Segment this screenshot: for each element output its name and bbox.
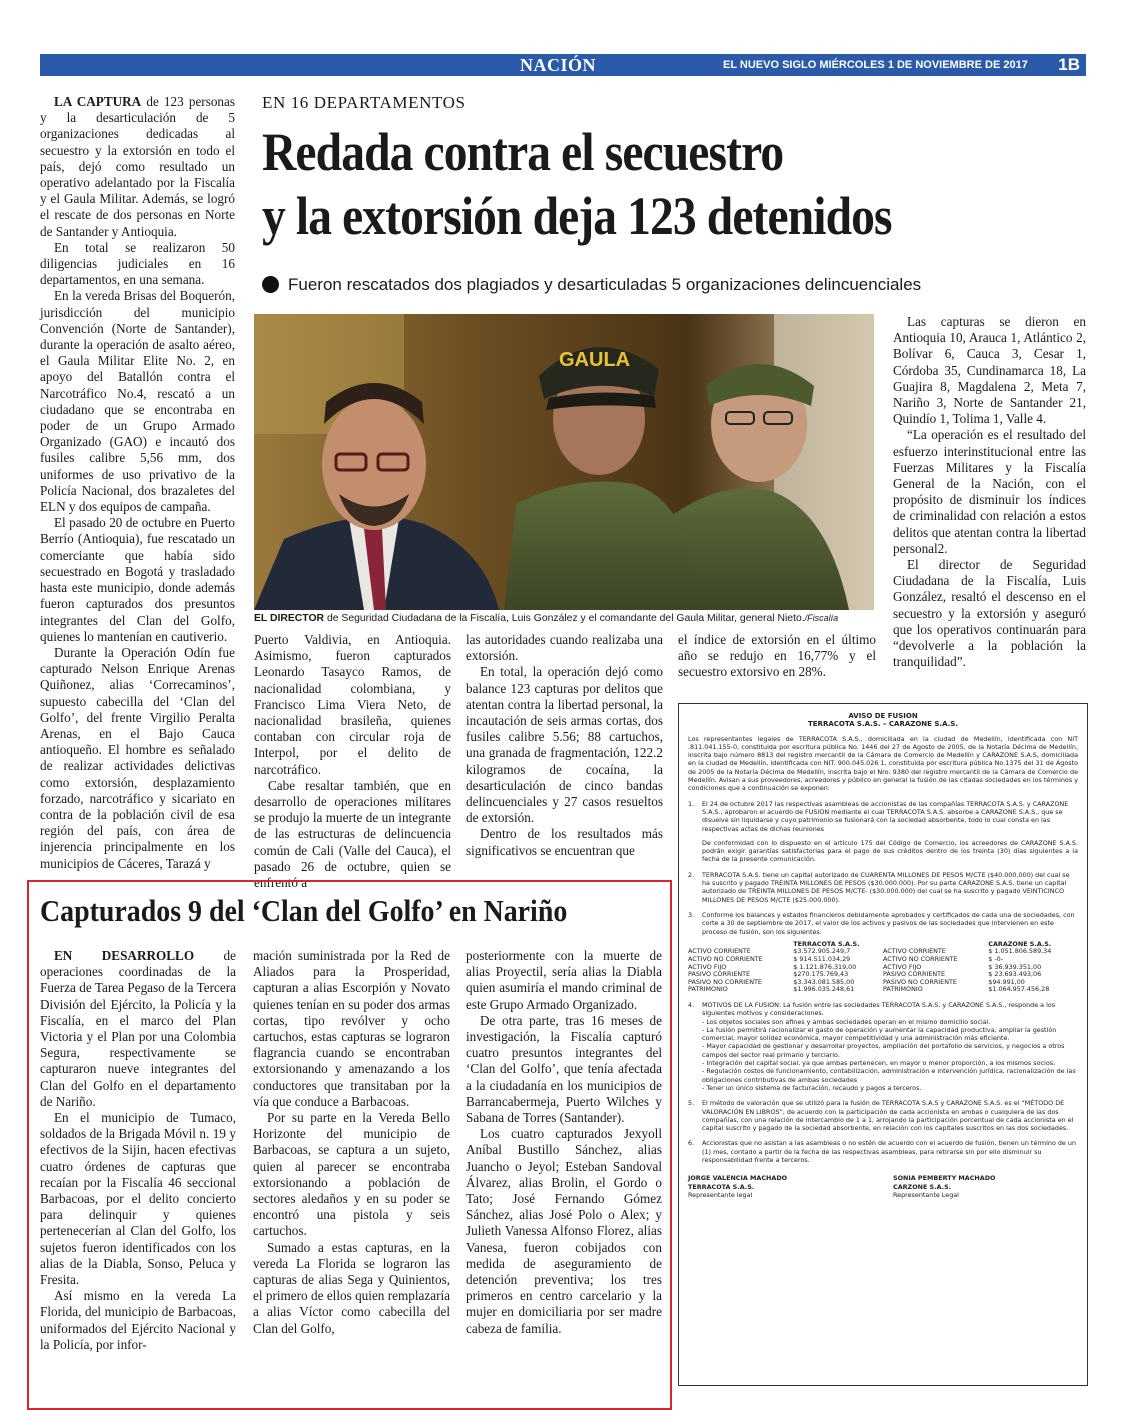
- paragraph-text: de 123 personas y la desarticulación de 5 organizaciones dedicadas al secuestro y la extorsión en todo el país, dejó como resultado un operativo adelantado por la Fiscalía y el Gaula Militar. Además, se logró el rescate de dos personas en Norte de Santander y Antioquia.: [40, 94, 235, 239]
- signature-left: [688, 1174, 787, 1199]
- lead-in: EN DESARROLLO: [54, 948, 195, 963]
- story-headline: [262, 120, 966, 248]
- story-photo: [254, 314, 874, 610]
- paragraph: [466, 1013, 662, 1126]
- signer-left-company: TERRACOTA S.A.S.: [688, 1182, 755, 1191]
- sidebar-headline: Capturados 9 del ‘Clan del Golfo’ en Nariño: [40, 893, 568, 928]
- signer-left-role: Representante legal: [688, 1190, 753, 1199]
- table-cell: PATRIMONIO: [882, 985, 923, 994]
- sidebar-column-1: [40, 948, 236, 1353]
- paragraph-text: el índice de extorsión en el último año se redujo en 16,77% y el secuestro extorsivo en 28%.: [678, 632, 876, 680]
- table-cell: $ 23.693.493,06: [988, 970, 1042, 979]
- notice-item-4-text: MOTIVOS DE LA FUSION: La fusión entre las sociedades TERRACOTA S.A.S. y CARAZONE S.A.S., responde a los siguientes motivos y consideraciones.: [702, 1000, 1056, 1018]
- paragraph-text: En el municipio de Tumaco, soldados de la Brigada Móvil n. 19 y efectivos de la Sijin, hacen efectivas cuatro órdenes de capturas que recaían por la Fiscalía 46 seccional Barbacoas, por el delito concierto para delinquir y quienes pertenecerían al Clan del Golfo, los sujetos fueron identificados con los alias de la Diabla, Sonso, Peluca y Fresita.: [40, 1110, 236, 1288]
- signer-right-role: Representante Legal: [893, 1190, 959, 1199]
- table-cell: ACTIVO NO CORRIENTE: [688, 955, 763, 964]
- notice-item-3: 3. Conforme los balances y estados financieros debidamente aprobados y certificados de cada una de sociedades, con corte a 30 de septiembre de 2017, el valor de los activos y pasivos de las sociedades que intervienen en este proceso de fusión, son los siguientes:: [688, 911, 1078, 936]
- issue-date: EL NUEVO SIGLO MIÉRCOLES 1 DE NOVIEMBRE DE 2017: [723, 59, 1028, 71]
- paragraph-text: Por su parte en la Vereda Bello Horizonte del municipio de Barbacoas, se captura a un sujeto, quien al parecer se encontraba extorsionando a población de sectores aledaños y en su poder se encontró una pistola y seis cartuchos.: [253, 1110, 450, 1239]
- list-item-text: Los objetos sociales son afines y ambas sociedades operan en el mismo domicilio social.: [706, 1017, 991, 1026]
- dash-icon: -: [702, 1067, 707, 1076]
- notice-item-5: 5. El método de valoración que se utilizó para la fusión de TERRACOTA S.A.S y CARAZONE S.A.S. es el “MÉTODO DE VALORACIÓN EN LIBROS”, de acuerdo con la participación de cada accionista en ambas o cualquiera de las dos compañías, con una relación de intercambio de 1 a 1, arrojando la participación porcentual de cada accionista en el capital suscrito y pagado de la sociedad absorbente, en relación con los capitales suscritos en las dos sociedades.: [688, 1099, 1078, 1132]
- story-column-1: [40, 94, 235, 872]
- cap-label: GAULA: [559, 349, 631, 371]
- paragraph-text: mación suministrada por la Red de Aliados para la Prosperidad, capturan a alias Escorpión y Novato quienes tenían en su poder dos armas cortas, tipo revólver y ocho cartuchos, estas capturas se lograron flagrancia cuando se encontraban extorsionando y amenazando a los conductores que transitaban por la vía que conduce a Barbacoas.: [253, 948, 450, 1109]
- paragraph-text: En total, la operación dejó como balance 123 capturas por delitos que atentan contra la libertad personal, la incautación de seis armas cortas, dos fusiles calibre 5.56; 88 cartuchos, una granada de fragmentación, 122.2 kilogramos de cocaína, la desarticulación de cinco bandas delincuenciales y 27 casos resueltos de extorsión.: [466, 664, 663, 826]
- paragraph: [253, 948, 450, 1110]
- photo-illustration: [254, 314, 874, 610]
- lead-in: LA CAPTURA: [54, 94, 142, 109]
- caption-credit: /Fiscalía: [804, 613, 839, 623]
- paragraph: [40, 1110, 236, 1288]
- table-cell: $ 1.051.806.589,34: [988, 947, 1052, 956]
- table-cell: $94.991,00: [988, 977, 1025, 986]
- paragraph: [466, 948, 662, 1013]
- paragraph: [466, 632, 663, 664]
- notice-item-6: 6. Accionistas que no asistan a las asambleas o no estén de acuerdo con el acuerdo de fusión, tienen un término de un (1) mes, contado a partir de la fecha de las respectivas asambleas, para retirarse sin por ello disminuir su responsabilidad frente a terceros.: [688, 1139, 1077, 1165]
- bullet-dot-icon: [262, 276, 279, 293]
- paragraph: [40, 515, 235, 645]
- notice-item-1: 1. El 24 de octubre 2017 las respectivas asambleas de accionistas de las compañías TERRACOTA S.A.S. y CARAZONE S.A.S., aprobaron el acuerdo de FUSION mediante el cual TERRACOTA S.A.S. absorbe a CARAZONE S.A.S., que se disuelve sin liquidarse y cuyo patrimonio se fusionará con la sociedad absorbente, todo lo cual consta en las respectivas actas de dichas reuniones: [688, 800, 1078, 833]
- headline-line-1: Redada contra el secuestro: [262, 122, 784, 182]
- notice-subtitle: TERRACOTA S.A.S. – CARAZONE S.A.S.: [808, 720, 958, 729]
- paragraph-text: Los cuatro capturados Jexyoll Aníbal Bustillo Sánchez, alias Juancho o Jeyol; Esteban Sandoval Álvarez, alias Brolin, el Gordo o Tato; José Fernando Gómez Sánchez, alias José Polo o Alex; y Julieth Vanessa Alfonso Florez, alias Vanesa, fueron cobijados con medida de aseguramiento de detención preventiva; los tres primeros en centro carcelario y la mujer en domiciliaria por ser madre cabeza de familia.: [466, 1126, 662, 1336]
- paragraph: [253, 1110, 450, 1240]
- table-cell: ACTIVO FIJO: [688, 962, 727, 971]
- table-cell: $ 36.939.351,00: [988, 962, 1042, 971]
- paragraph-text: Las capturas se dieron en Antioquia 10, Arauca 1, Atlántico 2, Bolívar 6, Cauca 3, Cesar 1, Córdoba 35, Cundinamarca 18, La Guajira 8, Magdalena 2, Meta 7, Nariño 3, Norte de Santander 21, Quindío 1, Tolima 1, Valle 4.: [893, 314, 1086, 427]
- notice-item-1b: De conformidad con lo dispuesto en el artículo 175 del Código de Comercio, los acreedores de CARAZONE S.A.S. podrán exigir garantías satisfactorias para el pago de sus créditos dentro de los treinta (30) días siguientes a la fecha de la presente comunicación.: [702, 838, 1078, 864]
- signer-right-company: CARZONE S.A.S.: [893, 1182, 952, 1191]
- notice-signatures: [688, 1174, 1078, 1199]
- paragraph: [466, 1126, 662, 1337]
- table-cell: PASIVO CORRIENTE: [688, 970, 751, 979]
- list-item-text: Mayor capacidad de gestionar y desarrollar proyectos, ampliación del portafolio de servicios, y negocios a otros campos del sector real primario y terciario.: [702, 1042, 1065, 1059]
- deck-text: Fueron rescatados dos plagiados y desarticuladas 5 organizaciones delincuenciales: [288, 275, 922, 294]
- sidebar-column-3: [466, 948, 662, 1337]
- paragraph-text: Cabe resaltar también, que en desarrollo de operaciones militares se produjo la muerte de un integrante de las estructuras de delincuencia común de Cali (Valle del Cauca), el pasado 26 de octubre, quien se enfrentó a: [254, 777, 451, 891]
- table-cell: PATRIMONIO: [688, 985, 728, 994]
- section-name: NACIÓN: [520, 55, 597, 75]
- list-item: [702, 1059, 1078, 1067]
- paragraph-text: Durante la Operación Odín fue capturado Nelson Enrique Arenas Quiñonez, alias ‘Correcaminos’, supuesto cabecilla del ‘Clan del Golfo’, del frente Virgilio Peralta Arenas, en el Bajo Cauca antioqueño. El hombre es señalado de realizar actividades delictivas como extorsión, desplazamiento forzado, narcotráfico y sicariato en contra de la población civil de esa región del país, con área de injerencia principalmente en los municipios de Cáceres, Tarazá y: [40, 644, 235, 871]
- paragraph-text: Así mismo en la vereda La Florida, del municipio de Barbacoas, uniformados del Ejército Nacional y la Policía, por infor-: [40, 1288, 236, 1352]
- notice-intro: Los representantes legales de TERRACOTA S.A.S., domiciliada en la ciudad de Medellín, identificada con NIT .811.041.155-0, constituida por escritura pública No. 1446 del 27 de Agosto de 2005, de la Notaría Décima de Medellín, inscrita bajo número 8813 del registro mercantil de la Cámara de Comercio de Medellín y CARAZONE S.A.S, domiciliada en la ciudad de Medellín, identificada con NIT. 900.045.026 1, constituida por escritura pública No.1375 del 31 de Agosto de 2005 de la Notaría Décima de Medellín, inscrita bajo el Nro. 9380 del registro mercantil de la Cámara de Comercio de Medellín. Avisan a sus proveedores, acreedores y público en general la fusión de las citadas sociedades en los términos y condiciones que a continuación se exponen:: [688, 734, 1078, 793]
- paragraph-text: de operaciones coordinadas de la Fuerza de Tarea Pegaso de la Tercera División del Ejército, la Policía y la Fiscalía, en el marco del Plan Victoria y el Plan por una Colombia Segura, respectivamente se capturaron nueve integrantes del Clan del Golfo en el departamento de Nariño.: [40, 948, 237, 1109]
- merger-notice: [678, 703, 1088, 1386]
- table-cell: $270.175.769,43: [793, 970, 849, 979]
- balance-table: [688, 941, 1078, 994]
- list-item-text: Regulación costos de funcionamiento, contabilización, administración e intervención jurídica, racionalización de las obligaciones contributivas de ambas sociedades: [702, 1067, 1076, 1084]
- paragraph-text: El director de Seguridad Ciudadana de la Fiscalía, Luis González, resaltó el descenso en el secuestro y la extorsión y aseguró que los operativos continuarán para “devolverle a la población la tranquilidad”.: [893, 557, 1086, 670]
- notice-item-4: 4. MOTIVOS DE LA FUSION: La fusión entre las sociedades TERRACOTA S.A.S. y CARAZONE S.A.S., responde a los siguientes motivos y consideraciones.: [688, 1001, 1078, 1018]
- caption-text: de Seguridad Ciudadana de la Fiscalía, Luis González y el comandante del Gaula Militar, general Nieto.: [324, 613, 805, 624]
- table-cell: $3.343.081.585,00: [793, 977, 855, 986]
- signature-right: [893, 1174, 1078, 1199]
- dash-icon: -: [702, 1059, 707, 1068]
- table-cell: $1.064.957.456,28: [988, 985, 1050, 994]
- table-cell: $ 914.511.034,29: [793, 955, 851, 964]
- notice-bullets: [702, 1018, 1078, 1093]
- dash-icon: -: [702, 1083, 707, 1092]
- paragraph: [40, 948, 236, 1110]
- notice-item-5-text: El método de valoración que se utilizó para la fusión de TERRACOTA S.A.S y CARAZONE S.A.S. es el “MÉTODO DE VALORACIÓN EN LIBROS”, de acuerdo con la participación de cada accionista en ambas o cualquiera de las dos compañías, con una relación de intercambio de 1 a 1, arrojando la participación porcentual de cada accionista en el capital suscrito y pagado de la sociedad absorbente, en relación con los capitales suscritos en las dos sociedades.: [702, 1099, 1074, 1133]
- notice-item-3-text: Conforme los balances y estados financieros debidamente aprobados y certificados de cada una de sociedades, con corte a 30 de septiembre de 2017, el valor de los activos y pasivos de las sociedades que intervienen en este proceso de fusión, son los siguientes:: [702, 910, 1075, 936]
- paragraph: [253, 1240, 450, 1337]
- paragraph-text: En la vereda Brisas del Boquerón, jurisdicción del municipio Convención (Norte de Santander), durante la operación de asalto aéreo, el Gaula Militar Elite No. 2, en apoyo del Batallón contra el Narcotráfico No.4, rescató a un ciudadano que se encontraba en poder de un Grupo Armado Organizado (GAO) e incautó dos fusiles calibre 5,56 mm, dos uniformes de uso privativo de la Policía Nacional, dos brazaletes del ELN y dos equipos de campaña.: [40, 288, 235, 515]
- notice-item-1-text: El 24 de octubre 2017 las respectivas asambleas de accionistas de las compañías TERRACOTA S.A.S. y CARAZONE S.A.S., aprobaron el acuerdo de FUSION mediante el cual TERRACOTA S.A.S. absorbe a CARAZONE S.A.S., que se disuelve sin liquidarse y cuyo patrimonio se fusionará con la sociedad absorbente, todo lo cual consta en las respectivas actas de dichas reuniones: [702, 799, 1069, 833]
- story-column-2: [254, 632, 451, 891]
- table-cell: $ -0-: [988, 955, 1004, 964]
- story-column-4: [678, 632, 876, 681]
- paragraph-text: Puerto Valdivia, en Antioquia. Asimismo, fueron capturados Leonardo Tasayco Ramos, de nacionalidad colombiana, y Francisco Lima Viera Neto, de nacionalidad brasileña, quienes contaban con circular roja de Interpol, por el delito de narcotráfico.: [254, 632, 451, 777]
- table-cell: ACTIVO CORRIENTE: [688, 947, 751, 956]
- paragraph-text: Dentro de los resultados más significativos se encuentran que: [466, 826, 663, 858]
- table-cell: PASIVO NO CORRIENTE: [688, 977, 762, 986]
- list-item-text: Tener un único sistema de facturación, recaudo y pagos a terceros.: [706, 1083, 922, 1092]
- paragraph: [678, 632, 876, 681]
- paragraph: [254, 778, 451, 891]
- notice-item-6-text: Accionistas que no asistan a las asambleas o no estén de acuerdo con el acuerdo de fusión, tienen un término de un (1) mes, contado a partir de la fecha de las respectivas asambleas, para retirarse sin por ello disminuir su responsabilidad frente a terceros.: [702, 1139, 1077, 1165]
- notice-title: AVISO DE FUSION: [848, 712, 918, 720]
- story-column-5: [893, 314, 1086, 670]
- table-cell: ACTIVO NO CORRIENTE: [882, 955, 958, 964]
- table-cell: $ 1.121.876.319,00: [793, 962, 857, 971]
- list-item: [702, 1067, 1078, 1084]
- page-number: 1B: [1058, 55, 1080, 74]
- section-header-bar: [40, 54, 1086, 76]
- story-column-3: [466, 632, 663, 859]
- paragraph: [40, 645, 235, 872]
- table-cell: ACTIVO FIJO: [882, 962, 922, 971]
- table-row: [688, 986, 1078, 994]
- list-item: [702, 1026, 1078, 1043]
- list-item: [702, 1018, 1078, 1026]
- list-item-text: La fusión permitirá racionalizar el gasto de operación y aumentar la capacidad productiva, ampliar la gestión comercial, mayor solidez económica, mayor competitividad y una administración más eficiente.: [702, 1025, 1057, 1043]
- table-cell: PASIVO NO CORRIENTE: [882, 977, 957, 986]
- table-cell: $3.572.905.249,7: [793, 947, 851, 956]
- sidebar-column-2: [253, 948, 450, 1337]
- paragraph: [893, 314, 1086, 427]
- signer-right-name: SONIA PEMBERTY MACHADO: [893, 1174, 996, 1183]
- table-head-terracota: TERRACOTA S.A.S.: [793, 939, 860, 948]
- table-cell: $1.996.035.248,61: [793, 985, 855, 994]
- paragraph-text: En total se realizaron 50 diligencias judiciales en 16 departamentos, en una semana.: [40, 239, 235, 288]
- paragraph: [40, 94, 235, 240]
- dash-icon: -: [702, 1042, 707, 1051]
- paragraph: [893, 427, 1086, 557]
- paragraph-text: Sumado a estas capturas, en la vereda La Florida se lograron las capturas de alias Sega y Quinientos, el primero de ellos quien remplazaría a alias Víctor como cabecilla del Clan del Golfo,: [253, 1239, 450, 1336]
- paragraph: [893, 557, 1086, 670]
- paragraph: [40, 240, 235, 289]
- dash-icon: -: [702, 1017, 707, 1026]
- paragraph-text: De otra parte, tras 16 meses de investigación, la Fiscalía capturó cuatro presuntos integrantes del ‘Clan del Golfo’, que tenía afectada a la ciudadanía en los municipios de Barrancabermeja, Puerto Wilches y Sabana de Torres (Santander).: [466, 1012, 662, 1126]
- paragraph-text: El pasado 20 de octubre en Puerto Berrío (Antioquia), fue rescatado un comerciante que había sido secuestrado en Bogotá y trasladado hasta este municipio, donde además fueron capturados dos presuntos integrantes del Clan del Golfo, quienes lo mantenían en cautiverio.: [40, 515, 235, 644]
- list-item: [702, 1042, 1078, 1059]
- dash-icon: -: [702, 1025, 707, 1034]
- story-deck: [262, 274, 1062, 296]
- table-cell: PASIVO CORRIENTE: [882, 970, 946, 979]
- signer-left-name: JORGE VALENCIA MACHADO: [688, 1174, 788, 1183]
- list-item-text: Integración del capital social, ya que ambas pertenecen, en mayor o menor proporción, a los mismos socios.: [706, 1059, 1056, 1068]
- paragraph: [40, 288, 235, 515]
- photo-caption: [254, 612, 876, 625]
- paragraph: [254, 632, 451, 778]
- notice-item-2: 2. TERRACOTA S.A.S. tiene un capital autorizado de CUARENTA MILLONES DE PESOS M/CTE ($40.000.000) del cual se ha suscrito y pagado TREINTA MILLONES DE PESOS ($30.000.000). Por su parte CARAZONE S.A.S. tiene un capital autorizado de TREINTA MILLONES DE PESOS M/CTE- ($30.000.000) del cual se ha suscrito y pagado VEINTICINCO MILLONES DE PESOS M/CTE ($25.000.000).: [688, 871, 1078, 904]
- paragraph: [466, 664, 663, 826]
- paragraph-text: “La operación es el resultado del esfuerzo interinstitucional entre las Fuerzas Militares y la Fiscalía General de la Nación, con el propósito de disminuir los índices de criminalidad con relación a estos delitos que atentan contra la libertad personal2.: [893, 427, 1086, 556]
- list-item: [702, 1084, 1078, 1092]
- notice-item-2-text: TERRACOTA S.A.S. tiene un capital autorizado de CUARENTA MILLONES DE PESOS M/CTE ($40.000.000) del cual se ha suscrito y pagado TREINTA MILLONES DE PESOS ($30.000.000). Por su parte CARAZONE S.A.S. tiene un capital autorizado de TREINTA MILLONES DE PESOS M/CTE- ($30.000.000) del cual se ha suscrito y pagado VEINTICINCO MILLONES DE PESOS M/CTE ($25.000.000).: [702, 870, 1070, 904]
- table-head-carazone: CARAZONE S.A.S.: [988, 939, 1052, 948]
- headline-line-2: y la extorsión deja 123 detenidos: [262, 186, 892, 246]
- paragraph: [466, 826, 663, 858]
- paragraph-text: posteriormente con la muerte de alias Proyectil, sería alias la Diabla quien asumiría el mando criminal de este Grupo Armado Organizado.: [466, 948, 662, 1012]
- story-kicker: EN 16 DEPARTAMENTOS: [262, 93, 466, 112]
- caption-lead: EL DIRECTOR: [254, 613, 325, 624]
- paragraph: [40, 1288, 236, 1353]
- table-cell: ACTIVO CORRIENTE: [882, 947, 946, 956]
- paragraph-text: las autoridades cuando realizaba una extorsión.: [466, 632, 663, 664]
